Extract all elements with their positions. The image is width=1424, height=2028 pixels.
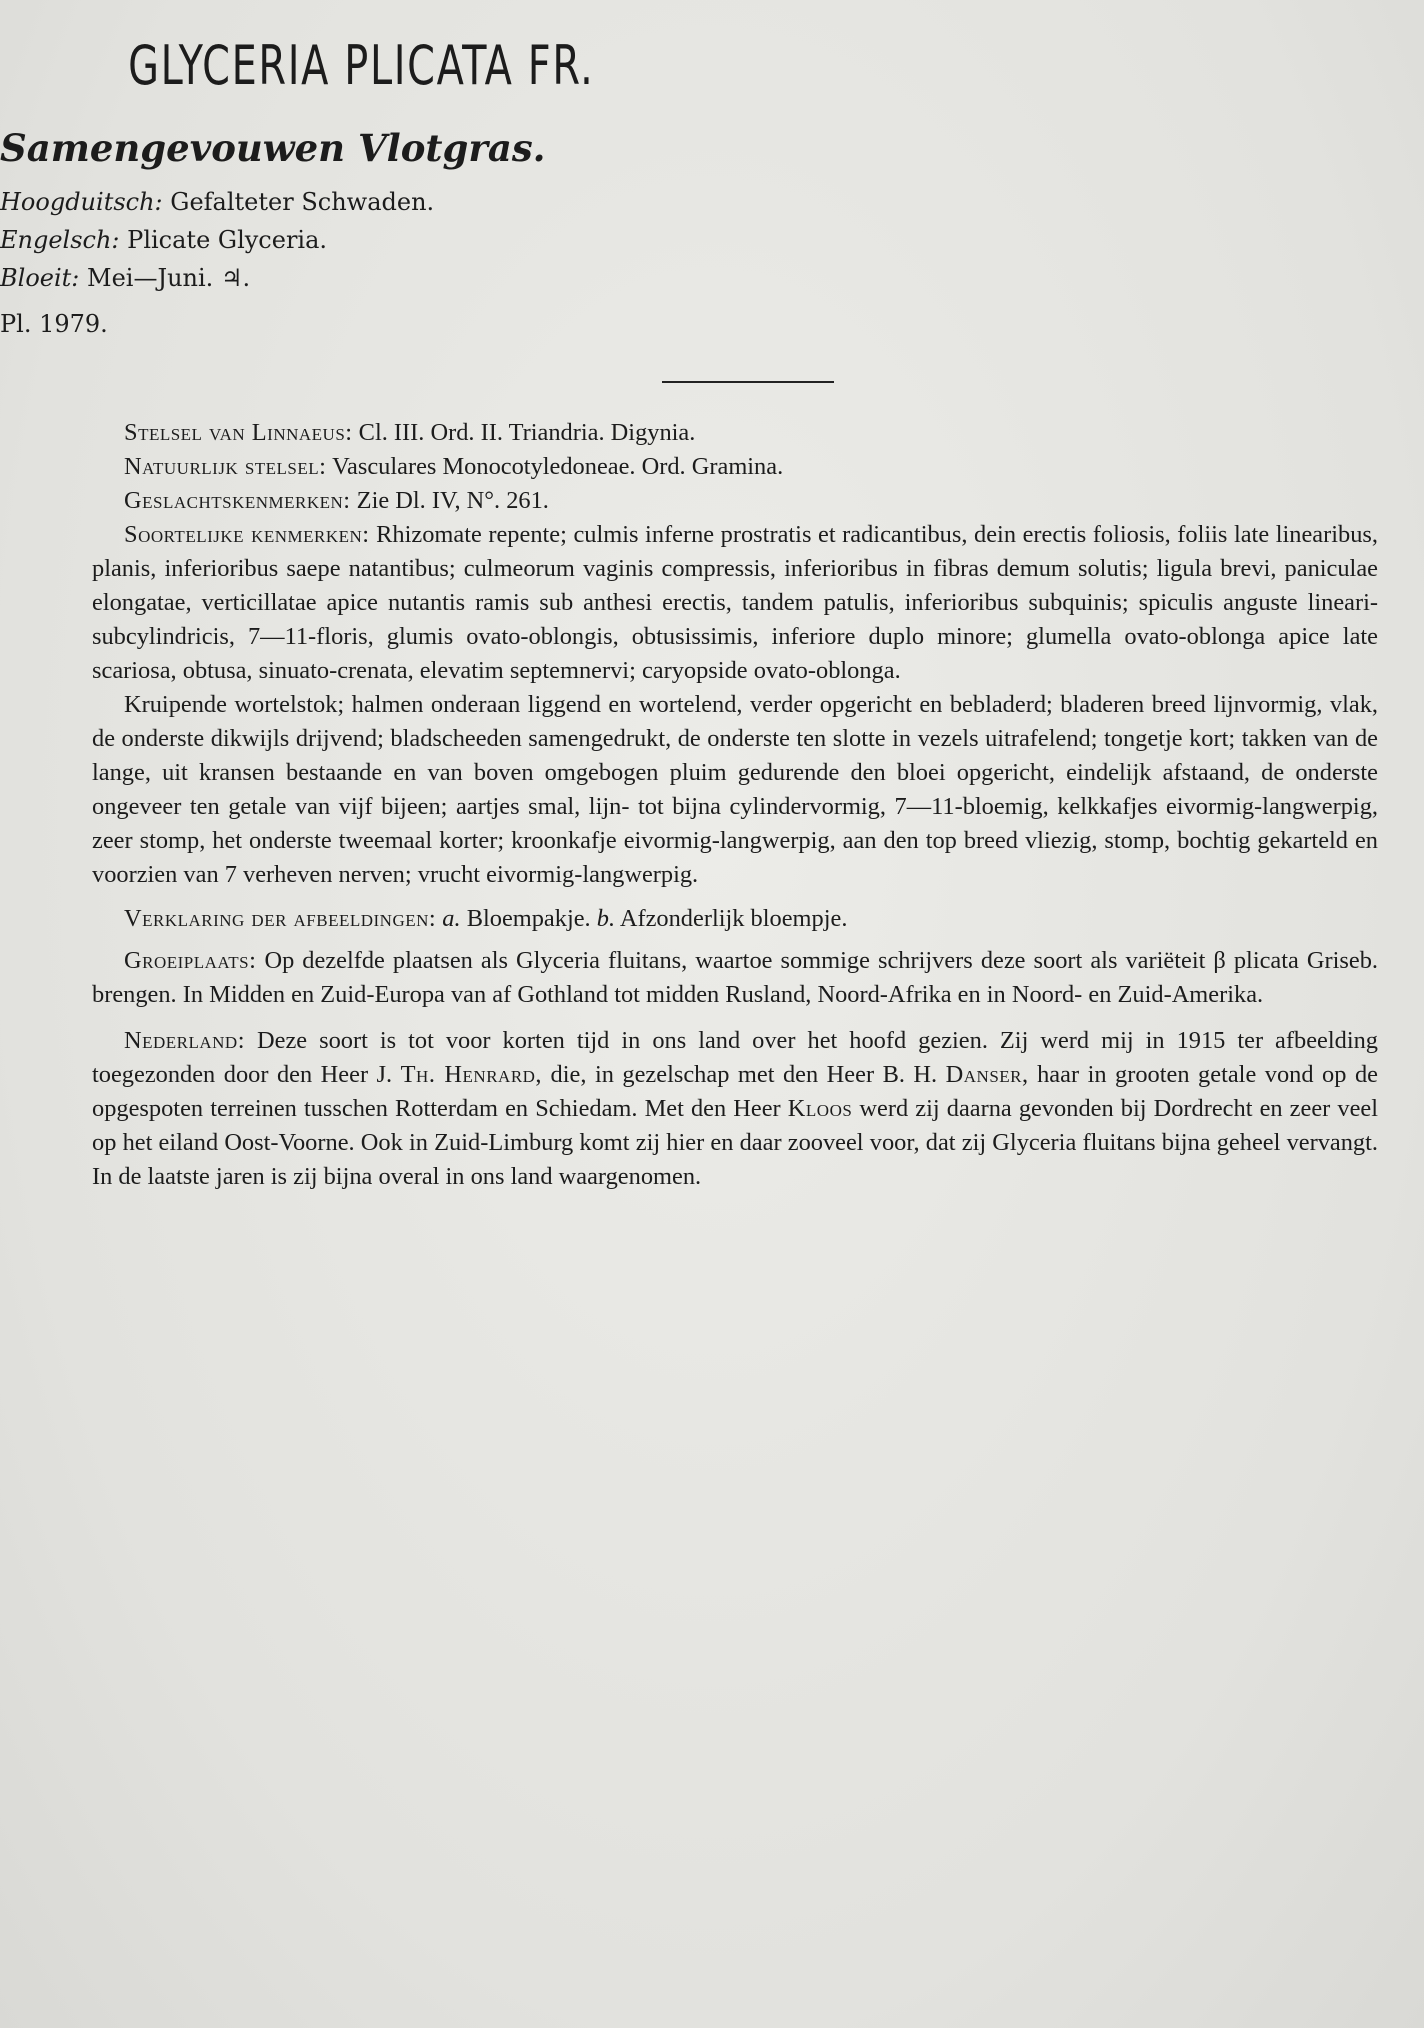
section-text: haar in grooten getale vond op de opgespoten terreinen tusschen Rotterdam en Schiedam. Met den Heer: [92, 1061, 1378, 1122]
page-title: GLYCERIA PLICATA FR.: [128, 34, 595, 97]
section-text: die, in gezelschap met den Heer B. H.: [550, 1061, 938, 1088]
figure-b-letter: b.: [596, 905, 616, 932]
person-name: Kloos: [787, 1095, 853, 1122]
section-heading: Groeiplaats:: [124, 947, 257, 974]
english-label: Engelsch:: [0, 226, 120, 254]
figure-explanation: [92, 902, 1378, 936]
german-label: Hoogduitsch:: [0, 188, 163, 216]
flowering-label: Bloeit:: [0, 264, 80, 292]
section-text: Zie Dl. IV, N°. 261.: [356, 487, 549, 514]
figure-b-text: Afzonderlijk bloempje.: [619, 905, 848, 932]
natural-system: [92, 450, 1378, 484]
english-name: Plicate Glyceria.: [127, 226, 328, 254]
section-text: Op dezelfde plaatsen als Glyceria fluitans, waartoe sommige schrijvers deze soort als variëteit β plicata Griseb. brengen. In Midden en Zuid-Europa van af Gothland tot midden Rusland, Noord-Afrika en in Noord- en Zuid-Amerika.: [92, 947, 1379, 1008]
section-heading: Stelsel van Linnaeus:: [124, 419, 353, 446]
section-heading: Soortelijke kenmerken:: [124, 521, 370, 548]
section-heading: Verklaring der afbeeldingen:: [124, 905, 437, 932]
dutch-name: Samengevouwen Vlotgras.: [0, 126, 546, 170]
german-name-line: [0, 188, 1424, 216]
plate-number: Pl. 1979.: [0, 310, 108, 338]
person-name: Th. Henrard,: [400, 1061, 543, 1088]
netherlands-distribution: [92, 1024, 1378, 1194]
species-characters: [92, 518, 1378, 688]
section-heading: Nederland:: [124, 1027, 245, 1054]
dutch-description: [92, 688, 1378, 892]
person-name: Danser,: [945, 1061, 1029, 1088]
german-name: Gefalteter Schwaden.: [170, 188, 435, 216]
section-heading: Geslachtskenmerken:: [124, 487, 351, 514]
linnaeus-system: [92, 416, 1378, 450]
section-text: Cl. III. Ord. II. Triandria. Digynia.: [358, 419, 696, 446]
section-text: Rhizomate repente; culmis inferne prostratis et radicantibus, dein erectis foliosis, foliis late linearibus, planis, inferioribus saepe natantibus; culmeorum vaginis compressis, inferioribus in fibras demum solutis; ligula brevi, paniculae elongatae, verticillatae apice nutantis ramis sub anthesi erectis, tandem patulis, inferioribus subquinis; spiculis anguste lineari-subcylindricis, 7—11-floris, glumis ovato-oblongis, obtusissimis, inferiore duplo minore; glumella ovato-oblonga apice late scariosa, obtusa, sinuato-crenata, elevatim septemnervi; caryopside ovato-oblonga.: [92, 521, 1378, 684]
flowering-value: Mei—Juni. ♃.: [87, 264, 251, 292]
section-heading: Natuurlijk stelsel:: [124, 453, 327, 480]
habitat: [92, 944, 1378, 1012]
figure-a-text: Bloempakje.: [466, 905, 591, 932]
main-text: [92, 416, 1378, 1194]
english-name-line: [0, 226, 1424, 254]
flowering-line: [0, 264, 1424, 292]
section-text: Kruipende wortelstok; halmen onderaan liggend en wortelend, verder opgericht en bebladerd; bladeren breed lijnvormig, vlak, de onderste dikwijls drijvend; bladscheeden samengedrukt, de onderste ten slotte in vezels uitrafelend; tongetje kort; takken van de lange, uit kransen bestaande en van boven omgebogen pluim gedurende den bloei opgericht, eindelijk afstaand, de onderste ongeveer ten getale van vijf bijeen; aartjes smal, lijn- tot bijna cylindervormig, 7—11-bloemig, kelkkafjes eivormig-langwerpig, zeer stomp, het onderste tweemaal korter; kroonkafje eivormig-langwerpig, aan den top breed vliezig, stomp, bochtig gekarteld en voorzien van 7 verheven nerven; vrucht eivormig-langwerpig.: [92, 691, 1378, 888]
figure-a-letter: a.: [442, 905, 461, 932]
section-text: Vasculares Monocotyledoneae. Ord. Gramina.: [332, 453, 784, 480]
divider: [662, 381, 834, 383]
genus-characters: [92, 484, 1378, 518]
section-text: Deze soort is tot voor korten tijd in ons land over het hoofd gezien. Zij werd mij in 1915 ter afbeelding toegezonden door den Heer J.: [92, 1027, 1378, 1088]
section-text: werd zij daarna gevonden bij Dordrecht en zeer veel op het eiland Oost-Voorne. Ook in Zuid-Limburg komt zij hier en daar zooveel voor, dat zij Glyceria fluitans bijna geheel vervangt. In de laatste jaren is zij bijna overal in ons land waargenomen.: [92, 1095, 1379, 1190]
